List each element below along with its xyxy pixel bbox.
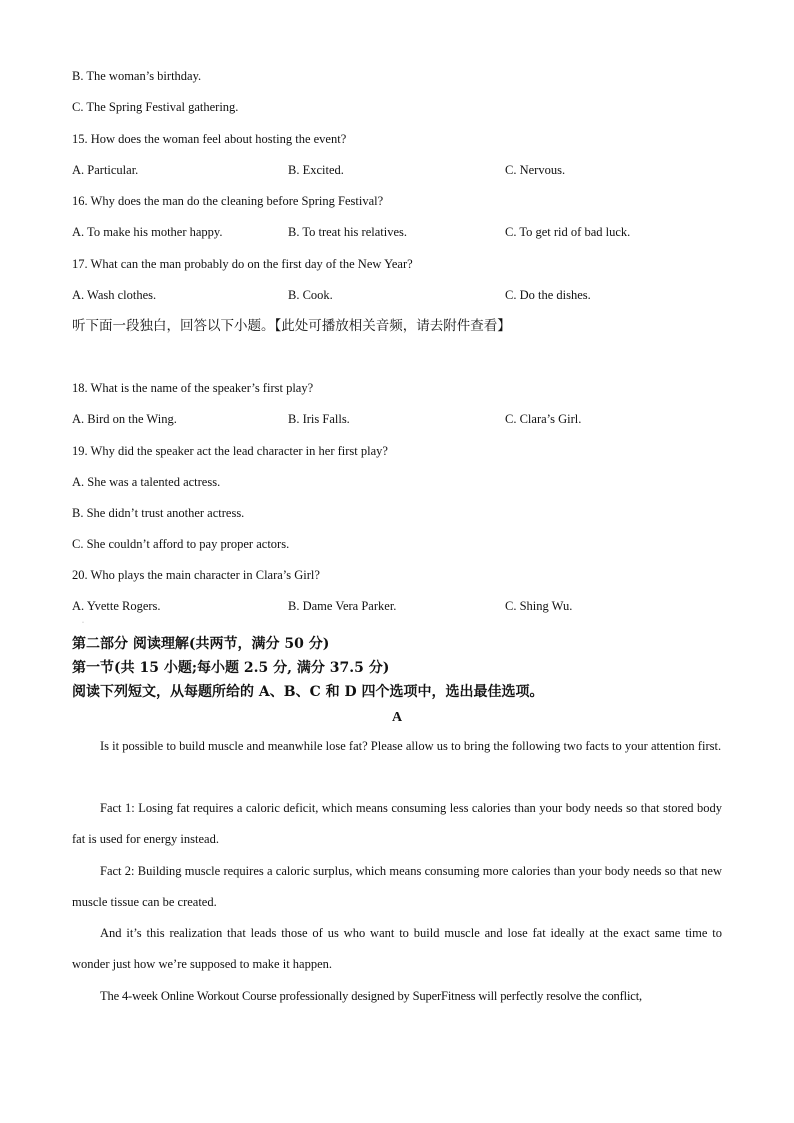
q16-option-c: C. To get rid of bad luck. — [505, 225, 631, 239]
passage-paragraph-2: Fact 1: Losing fat requires a caloric deficit, which means consuming less calories than your body needs so that stored body fat is used for energy instead. — [72, 801, 722, 847]
q16-stem: 16. Why does the man do the cleaning before Spring Festival? — [72, 194, 384, 208]
passage-paragraph-5: The 4-week Online Workout Course professionally designed by SuperFitness will perfectly resolve the conflict, — [100, 989, 643, 1003]
q18-option-b: B. Iris Falls. — [288, 412, 350, 426]
passage-paragraph-4: And it’s this realization that leads those of us who want to build muscle and lose fat ideally at the exact same time to wonder just how we’re supposed to make it happen. — [72, 926, 722, 972]
part2-title: 第二部分 阅读理解(共两节，满分 50 分) — [72, 636, 330, 652]
q14-option-b: B. The woman’s birthday. — [72, 69, 202, 83]
q17-option-a: A. Wash clothes. — [72, 288, 157, 302]
q17-option-b: B. Cook. — [288, 288, 333, 302]
q15-option-a: A. Particular. — [72, 163, 139, 177]
q18-stem: 18. What is the name of the speaker’s first play? — [72, 381, 314, 395]
q19-option-c: C. She couldn’t afford to pay proper actors. — [72, 537, 290, 551]
stray-mark: · — [82, 620, 84, 626]
q15-option-b: B. Excited. — [288, 163, 344, 177]
reading-instruction: 阅读下列短文，从每题所给的 A、B、C 和 D 四个选项中，选出最佳选项。 — [72, 684, 544, 700]
q15-option-c: C. Nervous. — [505, 163, 566, 177]
q20-option-a: A. Yvette Rogers. — [72, 599, 161, 613]
q20-option-b: B. Dame Vera Parker. — [288, 599, 397, 613]
passage-label: A — [391, 710, 403, 725]
q20-option-c: C. Shing Wu. — [505, 599, 573, 613]
monologue-instruction: 听下面一段独白，回答以下小题。【此处可播放相关音频，请去附件查看】 — [72, 318, 511, 334]
q19-stem: 19. Why did the speaker act the lead character in her first play? — [72, 444, 388, 458]
q20-stem: 20. Who plays the main character in Clara’s Girl? — [72, 568, 320, 582]
q15-stem: 15. How does the woman feel about hosting the event? — [72, 132, 347, 146]
q19-option-b: B. She didn’t trust another actress. — [72, 506, 245, 520]
q17-option-c: C. Do the dishes. — [505, 288, 591, 302]
q14-option-c: C. The Spring Festival gathering. — [72, 100, 239, 114]
q16-option-a: A. To make his mother happy. — [72, 225, 223, 239]
q17-stem: 17. What can the man probably do on the first day of the New Year? — [72, 257, 413, 271]
q16-option-b: B. To treat his relatives. — [288, 225, 408, 239]
q19-option-a: A. She was a talented actress. — [72, 475, 221, 489]
q18-option-a: A. Bird on the Wing. — [72, 412, 177, 426]
q18-option-c: C. Clara’s Girl. — [505, 412, 582, 426]
section1-title: 第一节(共 15 小题;每小题 2.5 分, 满分 37.5 分) — [72, 660, 390, 676]
passage-paragraph-1: Is it possible to build muscle and meanwhile lose fat? Please allow us to bring the following two facts to your attention first. — [100, 739, 722, 753]
passage-paragraph-3: Fact 2: Building muscle requires a caloric surplus, which means consuming more calories than your body needs so that new muscle tissue can be created. — [72, 864, 722, 910]
